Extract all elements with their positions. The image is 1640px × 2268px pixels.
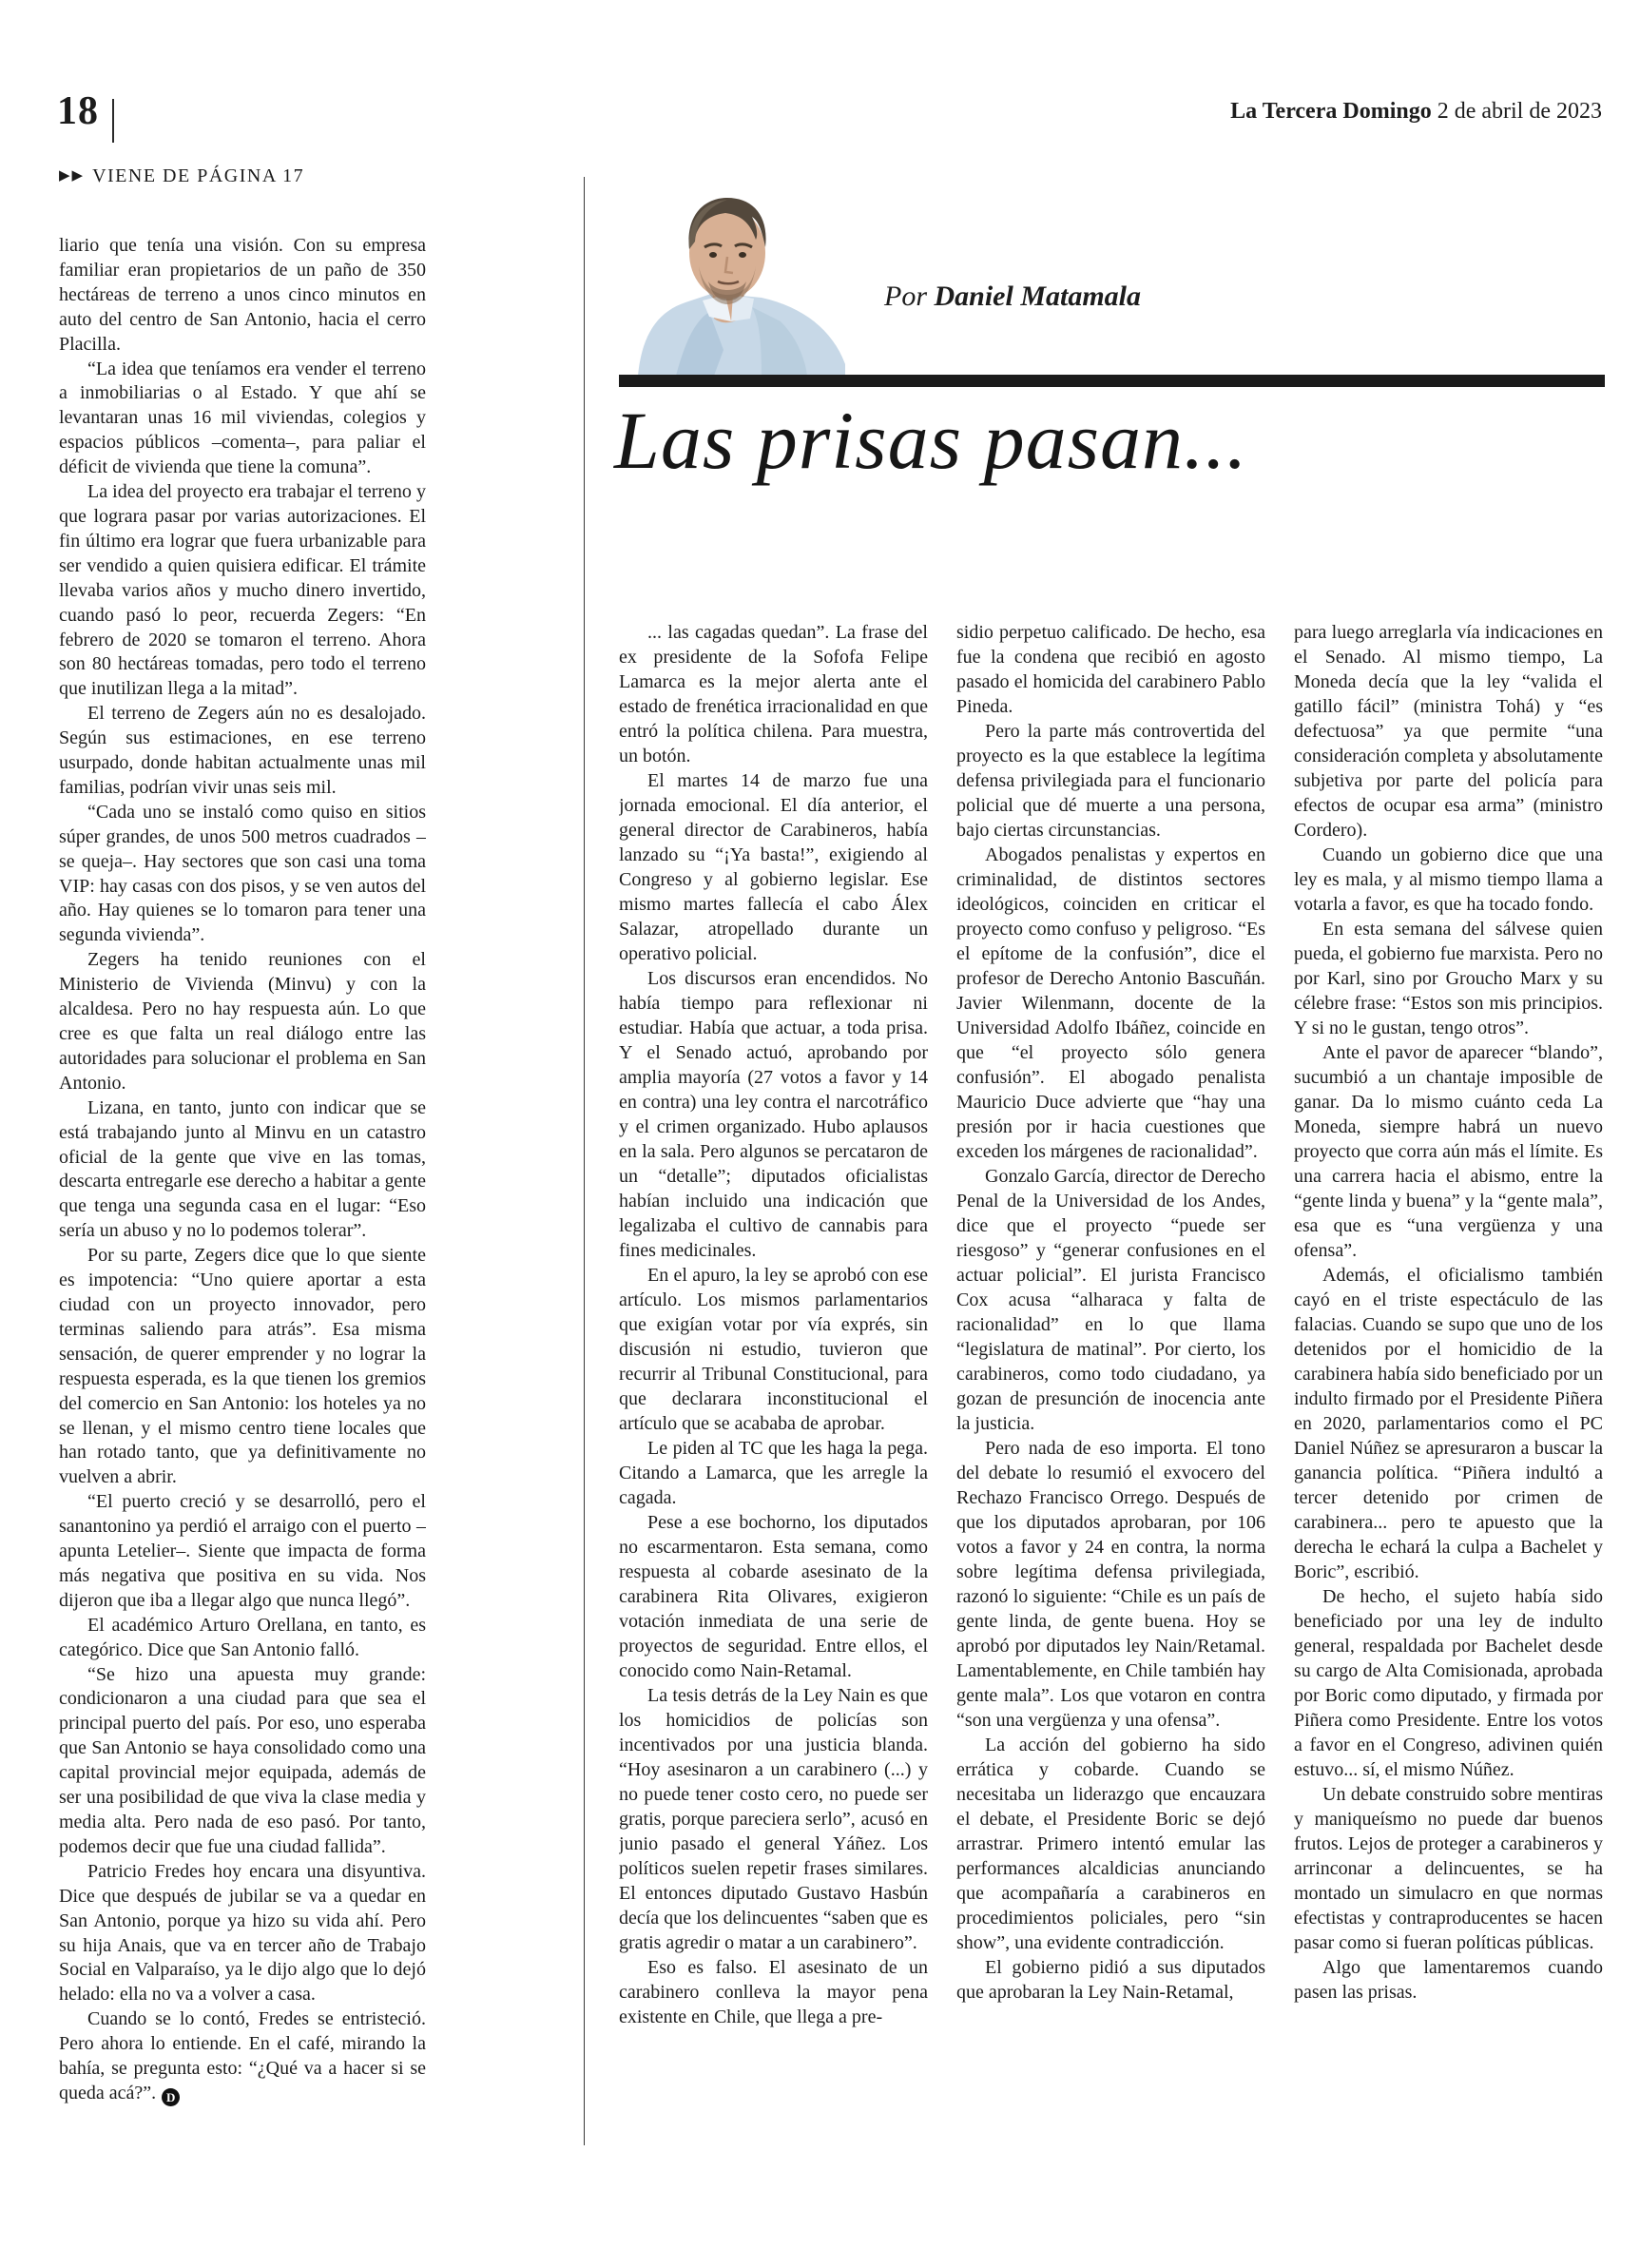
edition-name: La Tercera Domingo [1230, 99, 1432, 124]
paragraph: Algo que lamentaremos cuando pasen las prisas. [1294, 1957, 1603, 2003]
end-of-article-mark: D [162, 2088, 180, 2106]
paragraph: liario que tenía una visión. Con su empresa familiar eran propietarios de un paño de 350 hectáreas de terreno a unos cinco minutos en auto del centro de San Antonio, hacia el cerro Placilla. [59, 235, 426, 355]
double-arrow-icon: ▶▶ [59, 168, 86, 184]
paragraph: Le piden al TC que les haga la pega. Citando a Lamarca, que les arregle la cagada. [619, 1438, 928, 1508]
paragraph: Cuando un gobierno dice que una ley es mala, y al mismo tiempo llama a votarla a favor, es que ha tocado fondo. [1294, 844, 1603, 915]
paragraph: “La idea que teníamos era vender el terreno a inmobiliarias o al Estado. Y que ahí se levantaran unas 16 mil viviendas, colegios y espacios públicos –comenta–, para paliar el déficit de vivienda que tiene la comuna”. [59, 358, 426, 478]
byline-prefix: Por [884, 281, 927, 312]
paragraph: El martes 14 de marzo fue una jornada emocional. El día anterior, el general director de Carabineros, había lanzado su “¡Ya basta!”, exigiendo al Congreso y al gobierno legislar. Ese mismo martes fallecía el cabo Álex Salazar, atropellado durante un operativo policial. [619, 770, 928, 964]
paragraph: La acción del gobierno ha sido errática y cobarde. Cuando se necesitaba un liderazgo que encauzara el debate, el Presidente Boric se dejó arrastrar. Primero intentó emular las performances alcaldicias anunciando que acompañaría a carabineros en procedimientos policiales, pero “sin show”, una evidente contradicción. [956, 1735, 1265, 1953]
paragraph: Pese a ese bochorno, los diputados no escarmentaron. Esta semana, como respuesta al cobarde asesinato de la carabinera Rita Olivares, exigieron votación inmediata de una serie de proyectos de seguridad. Entre ellos, el conocido como Nain-Retamal. [619, 1512, 928, 1681]
paragraph: ... las cagadas quedan”. La frase del ex presidente de la Sofofa Felipe Lamarca es la mejor alerta ante el estado de frenética irracionalidad en que entró la política chilena. Para muestra, un botón. [619, 622, 928, 766]
paragraph: “Cada uno se instaló como quiso en sitios súper grandes, de unos 500 metros cuadrados –se queja–. Hay sectores que son casi una toma VIP: hay casas con dos pisos, y se ven autos del año. Hay quienes se lo tomaron para tener una segunda vivienda”. [59, 801, 426, 946]
paragraph: De hecho, el sujeto había sido beneficiado por una ley de indulto general, respaldada por Bachelet desde su cargo de Alta Comisionada, aprobada por Boric como diputado, y firmada por Piñera como Presidente. Entre los votos a favor en el Congreso, adivinen quién estuvo... sí, el mismo Núñez. [1294, 1586, 1603, 1780]
edition-date [1230, 99, 1602, 124]
paragraph: sidio perpetuo calificado. De hecho, esa fue la condena que recibió en agosto pasado el homicida del carabinero Pablo Pineda. [956, 622, 1265, 717]
paragraph: Pero nada de eso importa. El tono del debate lo resumió el exvocero del Rechazo Francisco Orrego. Después de que los diputados aprobaran, por 106 votos a favor y 24 en contra, la norma sobre legítima defensa privilegiada, razonó lo siguiente: “Chile es un país de gente linda, de gente buena. Hoy se aprobó por diputados ley Nain/Retamal. Lamentablemente, en Chile también hay gente mala”. Los que votaron en contra “son una vergüenza y una ofensa”. [956, 1438, 1265, 1731]
continued-from-kicker [59, 165, 304, 187]
paragraph: Zegers ha tenido reuniones con el Ministerio de Vivienda (Minvu) y con la alcaldesa. Pero no hay respuesta aún. Lo que cree es que falta un real diálogo entre las autoridades para solucionar el problema en San Antonio. [59, 949, 426, 1094]
paragraph: El académico Arturo Orellana, en tanto, es categórico. Dice que San Antonio falló. [59, 1614, 426, 1660]
paragraph: “Se hizo una apuesta muy grande: condicionaron a una ciudad para que sea el principal puerto del país. Por eso, uno esperaba que San Antonio se haya consolidado como una capital provincial mejor equipada, además de ser una posibilidad de que viva la clase media y media alta. Pero nada de eso pasó. Por tanto, podemos decir que fue una ciudad fallida”. [59, 1663, 426, 1857]
author-portrait-illustration [619, 179, 845, 376]
paragraph: para luego arreglarla vía indicaciones en el Senado. Al mismo tiempo, La Moneda decía que la ley “valida el gatillo fácil” (ministra Tohá) y “es defectuosa” ya que permite “una consideración completa y absolutamente subjetiva por parte del policía para efectos de ocupar esa arma” (ministro Cordero). [1294, 622, 1603, 841]
byline [884, 281, 1141, 313]
paragraph: Abogados penalistas y expertos en criminalidad, de distintos sectores ideológicos, coinciden en criticar el proyecto como confuso y peligroso. “Es el epítome de la confusión”, dice el profesor de Derecho Antonio Bascuñán. Javier Wilenmann, docente de la Universidad Adolfo Ibáñez, coincide en que “el proyecto sólo genera confusión”. El abogado penalista Mauricio Duce advierte que “hay una presión por ir hacia cuestiones que exceden los márgenes de racionalidad”. [956, 844, 1265, 1162]
paragraph: Eso es falso. El asesinato de un carabinero conlleva la mayor pena existente en Chile, que llega a pre- [619, 1957, 928, 2027]
paragraph: Gonzalo García, director de Derecho Penal de la Universidad de los Andes, dice que el proyecto “puede ser riesgoso” y “generar confusiones en el actuar policial”. El jurista Francisco Cox acusa “alharaca y falta de racionalidad” en lo que llama “legislatura de matinal”. Por cierto, los carabineros, como todo ciudadano, ya gozan de presunción de inocencia ante la justicia. [956, 1166, 1265, 1434]
page-number-rule [112, 99, 114, 143]
paragraph: El terreno de Zegers aún no es desalojado. Según sus estimaciones, en ese terreno usurpado, donde habitan actualmente unas mil familias, podrían vivir unas seis mil. [59, 703, 426, 798]
oped-column-3 [1294, 620, 1603, 2153]
paragraph: En el apuro, la ley se aprobó con ese artículo. Los mismos parlamentarios que exigían votar por vía exprés, sin discusión ni estudio, tuvieron que recurrir al Tribunal Constitucional, para que declarara inconstitucional el artículo que se acababa de aprobar. [619, 1265, 928, 1434]
column-divider-rule [584, 177, 585, 2145]
paragraph: Ante el pavor de aparecer “blando”, sucumbió a un chantaje imposible de ganar. Da lo mismo cuánto ceda La Moneda, siempre habrá un nuevo proyecto que corra aún más el límite. Es una carrera hacia el abismo, entre la “gente linda y buena” y la “gente mala”, esa que es “una vergüenza y una ofensa”. [1294, 1042, 1603, 1261]
paragraph: El gobierno pidió a sus diputados que aprobaran la Ley Nain-Retamal, [956, 1957, 1265, 2003]
paragraph: Pero la parte más controvertida del proyecto es la que establece la legítima defensa privilegiada para el funcionario policial que dé muerte a una persona, bajo ciertas circunstancias. [956, 721, 1265, 841]
paragraph: Patricio Fredes hoy encara una disyuntiva. Dice que después de jubilar se va a quedar en San Antonio, porque ya hizo su vida ahí. Pero su hija Anais, que va en tercer año de Trabajo Social en Valparaíso, ya le dijo algo que lo dejó helado: ella no va a volver a casa. [59, 1860, 426, 2006]
page-number: 18 [57, 89, 99, 133]
headline: Las prisas pasan... [614, 395, 1248, 486]
paragraph: Por su parte, Zegers dice que lo que siente es impotencia: “Uno quiere aportar a esta ciudad con un proyecto innovador, pero terminas saliendo para atrás”. Esa misma sensación, de querer emprender y no lograr la respuesta esperada, es la que tienen los gremios del comercio en San Antonio: los hoteles ya no se llenan, y el mismo centro tiene locales que han rotado tanto, que ya definitivamente no vuelven a abrir. [59, 1245, 426, 1488]
oped-column-1 [619, 620, 928, 2153]
paragraph: La tesis detrás de la Ley Nain es que los homicidios de policías son incentivados por una justicia blanda. “Hoy asesinaron a un carabinero (...) y no puede tener costo cero, no puede ser gratis, porque pareciera serlo”, acusó en junio pasado el general Yáñez. Los políticos suelen repetir frases similares. El entonces diputado Gustavo Hasbún decía que los delincuentes “saben que es gratis agredir o matar a un carabinero”. [619, 1685, 928, 1953]
edition-day: 2 de abril de 2023 [1437, 99, 1602, 124]
paragraph: Cuando se lo contó, Fredes se entristeció. Pero ahora lo entiende. En el café, mirando la bahía, se pregunta esto: “¿Qué va a hacer si se queda acá?”. D [59, 2008, 426, 2104]
byline-author: Daniel Matamala [934, 281, 1142, 312]
oped-column-2 [956, 620, 1265, 2153]
paragraph: En esta semana del sálvese quien pueda, el gobierno fue marxista. Pero no por Karl, sino por Groucho Marx y su célebre frase: “Estos son mis principios. Y si no le gustan, tengo otros”. [1294, 919, 1603, 1038]
paragraph: La idea del proyecto era trabajar el terreno y que lograra pasar por varias autorizaciones. El fin último era lograr que fuera urbanizable para ser vendido a quien quisiera edificar. El trámite llevaba varios años y mucho dinero invertido, cuando pasó lo peor, recuerda Zegers: “En febrero de 2020 se tomaron el terreno. Ahora son 80 hectáreas tomadas, pero todo el terreno que inutilizan llega a la mitad”. [59, 481, 426, 700]
headline-bar [619, 375, 1605, 387]
paragraph: Además, el oficialismo también cayó en el triste espectáculo de las falacias. Cuando se supo que uno de los detenidos por el homicidio de la carabinera había sido beneficiado por un indulto firmado por el Presidente Piñera en 2020, parlamentarios como el PC Daniel Núñez se apresuraron a buscar la ganancia política. “Piñera indultó a tercer detenido por crimen de carabinera... pero te apuesto que la derecha le echará la culpa a Bachelet y Boric”, escribió. [1294, 1265, 1603, 1582]
kicker-label: VIENE DE PÁGINA 17 [92, 165, 305, 186]
paragraph: “El puerto creció y se desarrolló, pero el sanantonino ya perdió el arraigo con el puerto –apunta Letelier–. Siente que impacta de forma más negativa que positiva en su vida. Nos dijeron que iba a llegar algo que nunca llegó”. [59, 1491, 426, 1611]
paragraph: Lizana, en tanto, junto con indicar que se está trabajando junto al Minvu en un catastro oficial de la gente que vive en las tomas, descarta entregarle ese derecho a habitar a gente que tenga una segunda casa en el lugar: “Eso sería un abuso y no lo podemos tolerar”. [59, 1096, 426, 1242]
oped-columns [619, 620, 1605, 2153]
continued-article-column [59, 234, 426, 2147]
author-photo [619, 179, 845, 376]
paragraph: Los discursos eran encendidos. No había tiempo para reflexionar ni estudiar. Había que actuar, a toda prisa. Y el Senado actuó, aprobando por amplia mayoría (27 votos a favor y 14 en contra) una ley contra el narcotráfico y el crimen organizado. Hubo aplausos en la sala. Pero algunos se percataron de un “detalle”; diputados oficialistas habían incluido una indicación que legalizaba el cultivo de cannabis para fines medicinales. [619, 968, 928, 1261]
paragraph: Un debate construido sobre mentiras y maniqueísmo no puede dar buenos frutos. Lejos de proteger a carabineros y arrinconar a delincuentes, se ha montado un simulacro en que normas efectistas y contraproducentes se hacen pasar como si fueran políticas públicas. [1294, 1784, 1603, 1953]
